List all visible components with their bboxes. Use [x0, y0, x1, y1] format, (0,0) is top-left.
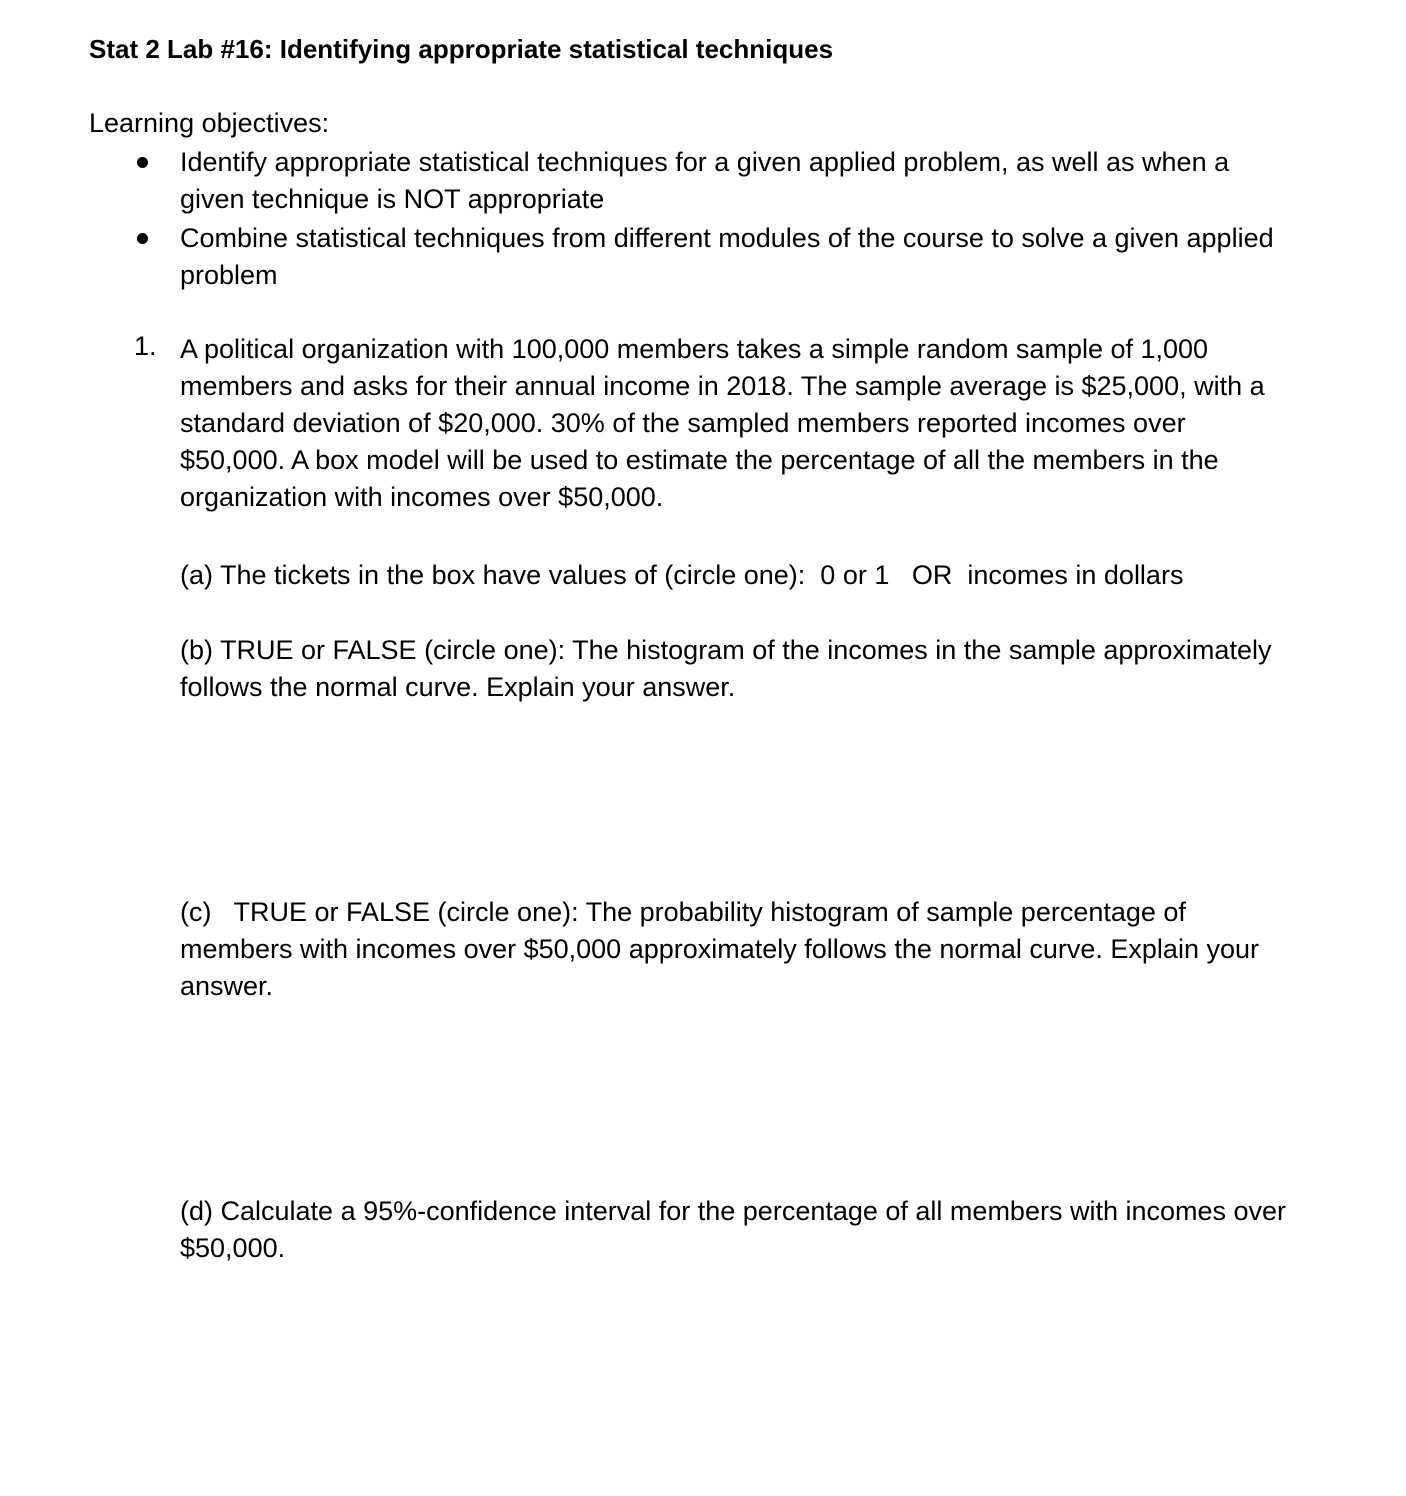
question-part-d: (d) Calculate a 95%-confidence interval for the percentage of all members with incomes over $50,000. [180, 1196, 1287, 1263]
question-part-a: (a) The tickets in the box have values of (circle one): 0 or 1 OR incomes in dollars [180, 560, 1184, 590]
question-part-b: (b) TRUE or FALSE (circle one): The histogram of the incomes in the sample approximately follows the normal curve. Explain your answer. [180, 635, 1272, 702]
objective-item: Combine statistical techniques from different modules of the course to solve a given applied problem [180, 223, 1274, 290]
objective-item: Identify appropriate statistical techniques for a given applied problem, as well as when a given technique is NOT appropriate [180, 147, 1230, 214]
question-text: A political organization with 100,000 members takes a simple random sample of 1,000 members and asks for their annual income in 2018. The sample average is $25,000, with a standard deviation of $20,000. 30% of the sampled members reported incomes over $50,000. A box model will be used to estimate the percentage of all the members in the organization with incomes over $50,000. [180, 334, 1265, 512]
bullet-icon [137, 157, 148, 168]
question-part-c: (c) TRUE or FALSE (circle one): The probability histogram of sample percentage of members with incomes over $50,000 approximately follows the normal curve. Explain your answer. [180, 897, 1267, 1001]
page-title: Stat 2 Lab #16: Identifying appropriate statistical techniques [89, 34, 834, 64]
question-number: 1. [134, 331, 157, 361]
bullet-icon [137, 233, 148, 244]
objectives-label: Learning objectives: [89, 108, 330, 138]
